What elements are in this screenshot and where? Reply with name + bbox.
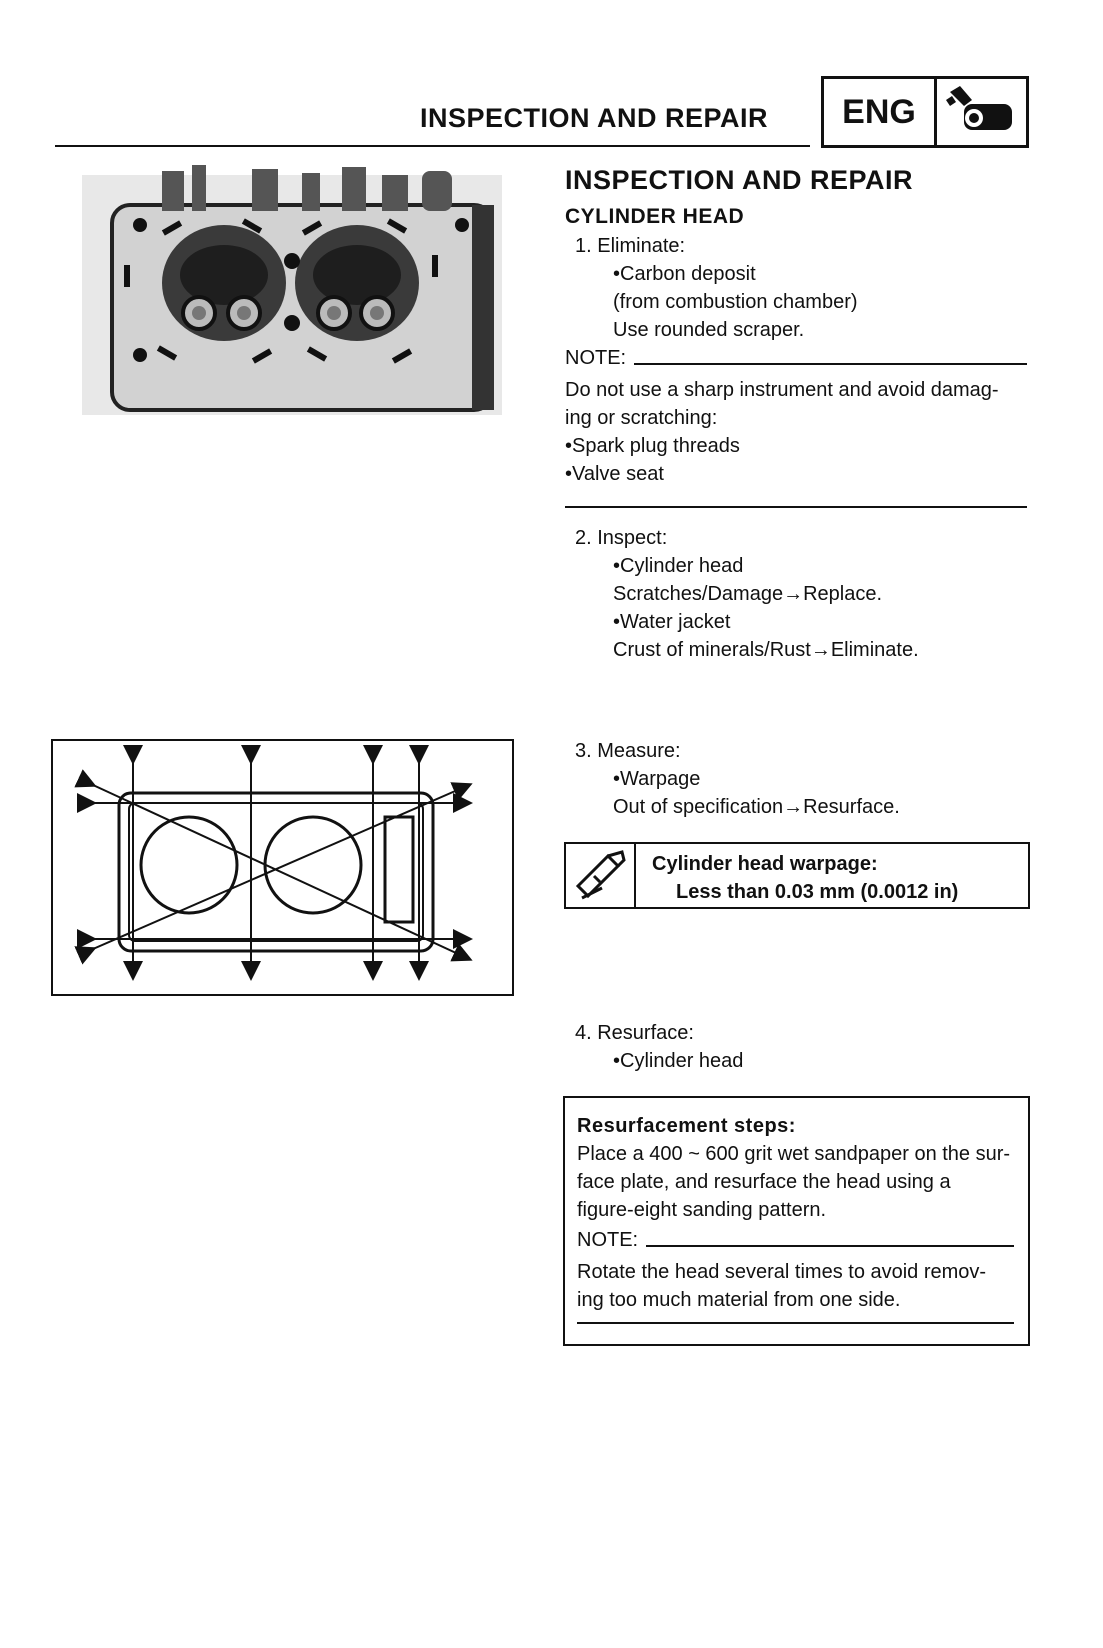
- step-1: [565, 232, 1025, 344]
- header-rule: [55, 145, 810, 147]
- section-badge: [821, 76, 1029, 148]
- note-bullet: •Spark plug threads: [565, 435, 740, 457]
- step-1-item: •Carbon deposit: [613, 263, 756, 285]
- step-1-label: 1. Eliminate:: [575, 235, 686, 257]
- step-4-item: •Cylinder head: [613, 1050, 744, 1072]
- note-rule: [646, 1245, 1014, 1247]
- note-line: Do not use a sharp instrument and avoid damag-: [565, 379, 999, 401]
- step-3-item: •Warpage: [613, 768, 701, 790]
- step-2-item: •Water jacket: [613, 611, 731, 633]
- step-3-label: 3. Measure:: [575, 740, 681, 762]
- step-3: [565, 737, 1025, 821]
- step-1-detail: (from combustion chamber): [613, 291, 858, 313]
- note-line: ing or scratching:: [565, 407, 718, 429]
- resurface-line: figure-eight sanding pattern.: [577, 1199, 827, 1221]
- step-2-item: •Cylinder head: [613, 555, 744, 577]
- caliper-icon: [566, 844, 636, 907]
- section-subtitle: CYLINDER HEAD: [565, 205, 745, 228]
- page-header-title: INSPECTION AND REPAIR: [420, 103, 769, 133]
- badge-label: ENG: [824, 79, 937, 145]
- spec-box: [564, 842, 1030, 909]
- resurface-line: Place a 400 ~ 600 grit wet sandpaper on the sur-: [577, 1143, 1011, 1165]
- resurface-title: Resurfacement steps:: [577, 1115, 796, 1137]
- step-2: [565, 524, 1025, 664]
- step-1-note: [565, 344, 1027, 488]
- step-2-detail: Crust of minerals/Rust→Eliminate.: [613, 639, 919, 661]
- note-rule: [634, 363, 1027, 365]
- note-end-rule: [565, 506, 1027, 508]
- step-1-method: Use rounded scraper.: [613, 319, 805, 341]
- resurface-note-line: Rotate the head several times to avoid remov-: [577, 1261, 987, 1283]
- step-2-detail: Scratches/Damage→Replace.: [613, 583, 883, 605]
- spec-title: Cylinder head warpage:: [652, 853, 878, 875]
- note-label: NOTE:: [565, 347, 627, 369]
- resurfacement-box: [563, 1096, 1030, 1346]
- spec-value: Less than 0.03 mm (0.0012 in): [676, 881, 959, 903]
- section-title: INSPECTION AND REPAIR: [565, 165, 914, 195]
- resurface-end-rule: [577, 1322, 1014, 1324]
- cylinder-head-photo: [52, 165, 522, 428]
- step-3-detail: Out of specification→Resurface.: [613, 796, 900, 818]
- engine-wrench-icon: [937, 79, 1026, 145]
- step-4: [565, 1019, 1025, 1075]
- step-2-label: 2. Inspect:: [575, 527, 668, 549]
- resurface-line: face plate, and resurface the head using a: [577, 1171, 951, 1193]
- resurface-note-line: ing too much material from one side.: [577, 1289, 901, 1311]
- note-bullet: •Valve seat: [565, 463, 664, 485]
- step-4-label: 4. Resurface:: [575, 1022, 694, 1044]
- warpage-measurement-diagram: [51, 739, 514, 996]
- note-label: NOTE:: [577, 1229, 639, 1251]
